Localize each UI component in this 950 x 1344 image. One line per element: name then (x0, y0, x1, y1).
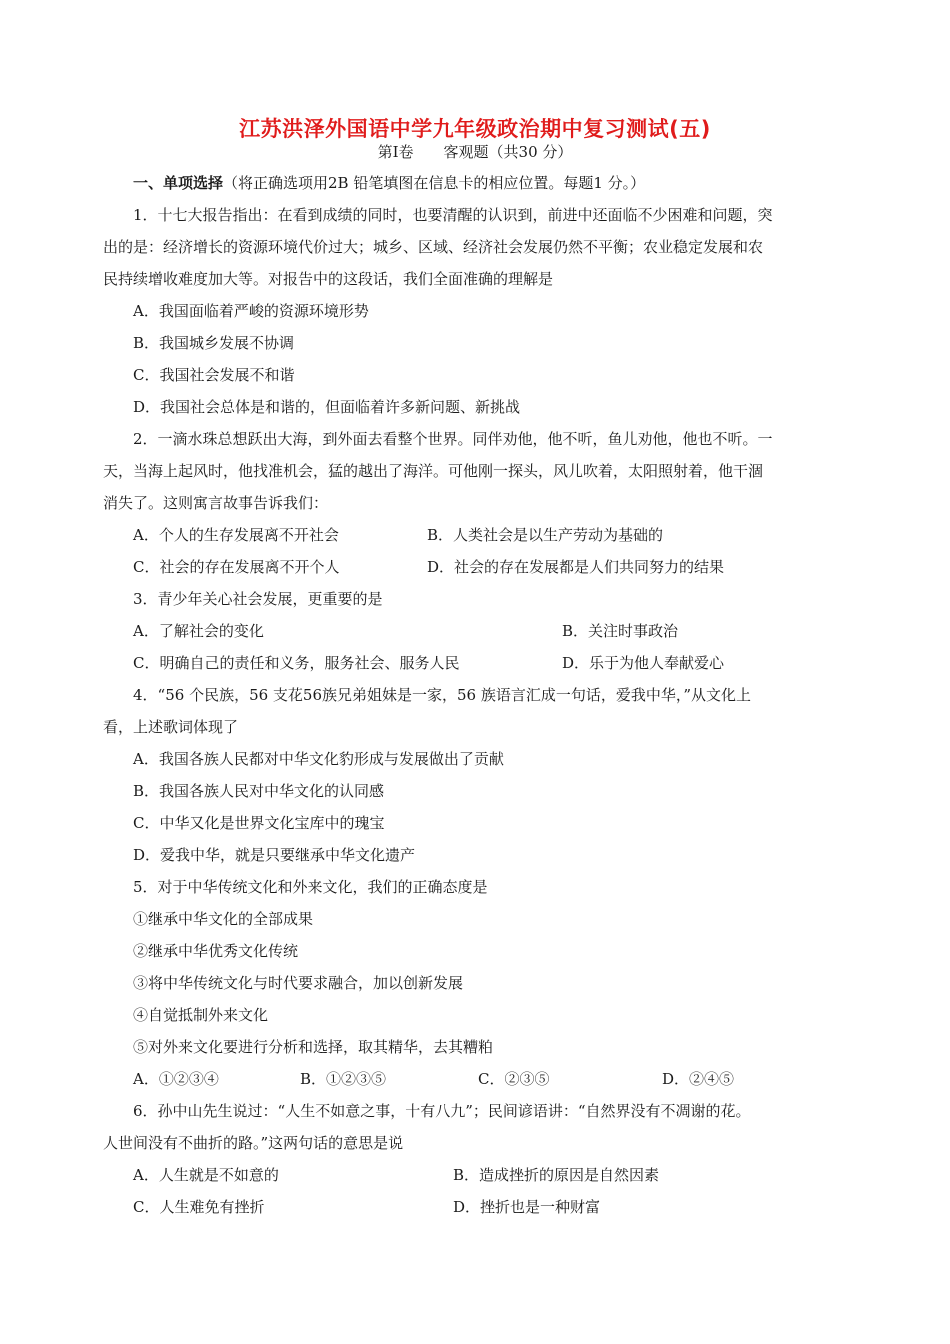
q6-line-1: 6．孙中山先生说过：“人生不如意之事，十有八九”；民间谚语讲：“自然界没有不凋谢的花。 (133, 1102, 751, 1120)
q1-line-2: 出的是：经济增长的资源环境代价过大；城乡、区域、经济社会发展仍然不平衡；农业稳定发展和农 (103, 238, 764, 256)
q4-line-2: 看，上述歌词体现了 (103, 718, 239, 736)
q2-option-c: C．社会的存在发展离不开个人 (133, 558, 340, 576)
exam-subtitle: 第Ⅰ卷 客观题（共30 分） (377, 143, 573, 161)
q2-option-a: A．个人的生存发展离不开社会 (133, 526, 339, 544)
q6-line-2: 人世间没有不曲折的路。”这两句话的意思是说 (103, 1134, 404, 1152)
q3-option-a: A．了解社会的变化 (133, 622, 264, 640)
q1-line-3: 民持续增收难度加大等。对报告中的这段话，我们全面准确的理解是 (103, 270, 554, 288)
q1-option-c: C．我国社会发展不和谐 (133, 366, 295, 384)
q5-statement-2: ②继承中华优秀文化传统 (133, 942, 299, 960)
q3-option-d: D．乐于为他人奉献爱心 (562, 654, 725, 672)
exam-title: 江苏洪泽外国语中学九年级政治期中复习测试(五) (239, 117, 711, 141)
q6-option-c: C．人生难免有挫折 (133, 1198, 265, 1216)
section-label: 一、单项选择 (133, 174, 224, 192)
q5-option-c: C．②③⑤ (478, 1070, 550, 1088)
q1-option-b: B．我国城乡发展不协调 (133, 334, 295, 352)
q5-option-a: A．①②③④ (133, 1070, 219, 1088)
q1-option-d: D．我国社会总体是和谐的，但面临着许多新问题、新挑战 (133, 398, 521, 416)
q5-option-d: D．②④⑤ (662, 1070, 735, 1088)
q1-line-1: 1．十七大报告指出：在看到成绩的同时，也要清醒的认识到，前进中还面临不少困难和问题，突 (133, 206, 773, 224)
q6-option-b: B．造成挫折的原因是自然因素 (453, 1166, 660, 1184)
q3-option-c: C．明确自己的责任和义务，服务社会、服务人民 (133, 654, 460, 672)
q3-line-1: 3．青少年关心社会发展，更重要的是 (133, 590, 383, 608)
q4-option-c: C．中华又化是世界文化宝库中的瑰宝 (133, 814, 385, 832)
q2-option-d: D．社会的存在发展都是人们共同努力的结果 (427, 558, 725, 576)
q6-option-d: D．挫折也是一种财富 (453, 1198, 601, 1216)
q5-option-b: B．①②③⑤ (300, 1070, 387, 1088)
q4-option-a: A．我国各族人民都对中华文化豹形成与发展做出了贡献 (133, 750, 504, 768)
q5-statement-1: ①继承中华文化的全部成果 (133, 910, 314, 928)
q6-option-a: A．人生就是不如意的 (133, 1166, 279, 1184)
q4-line-1: 4．“56 个民族，56 支花56族兄弟姐妹是一家，56 族语言汇成一句话，爱我中华，”从文化上 (133, 686, 752, 704)
q3-option-b: B．关注时事政治 (562, 622, 679, 640)
section-instruction: （将正确选项用2B 铅笔填图在信息卡的相应位置。每题1 分。） (223, 174, 646, 192)
q5-line-1: 5．对于中华传统文化和外来文化，我们的正确态度是 (133, 878, 488, 896)
q5-statement-5: ⑤对外来文化要进行分析和选择，取其精华，去其糟粕 (133, 1038, 494, 1056)
q2-line-1: 2．一滴水珠总想跃出大海，到外面去看整个世界。同伴劝他，他不听，鱼儿劝他，他也不听。一 (133, 430, 773, 448)
section-heading (133, 173, 853, 193)
q1-option-a: A．我国面临着严峻的资源环境形势 (133, 302, 369, 320)
q5-statement-4: ④自觉抵制外来文化 (133, 1006, 269, 1024)
q4-option-b: B．我国各族人民对中华文化的认同感 (133, 782, 385, 800)
q2-line-2: 天，当海上起风时，他找准机会，猛的越出了海洋。可他刚一探头，风儿吹着，太阳照射着，他干涸 (103, 462, 764, 480)
q5-statement-3: ③将中华传统文化与时代要求融合，加以创新发展 (133, 974, 464, 992)
q2-option-b: B．人类社会是以生产劳动为基础的 (427, 526, 664, 544)
q4-option-d: D．爱我中华，就是只要继承中华文化遗产 (133, 846, 416, 864)
q2-line-3: 消失了。这则寓言故事告诉我们： (103, 494, 329, 512)
